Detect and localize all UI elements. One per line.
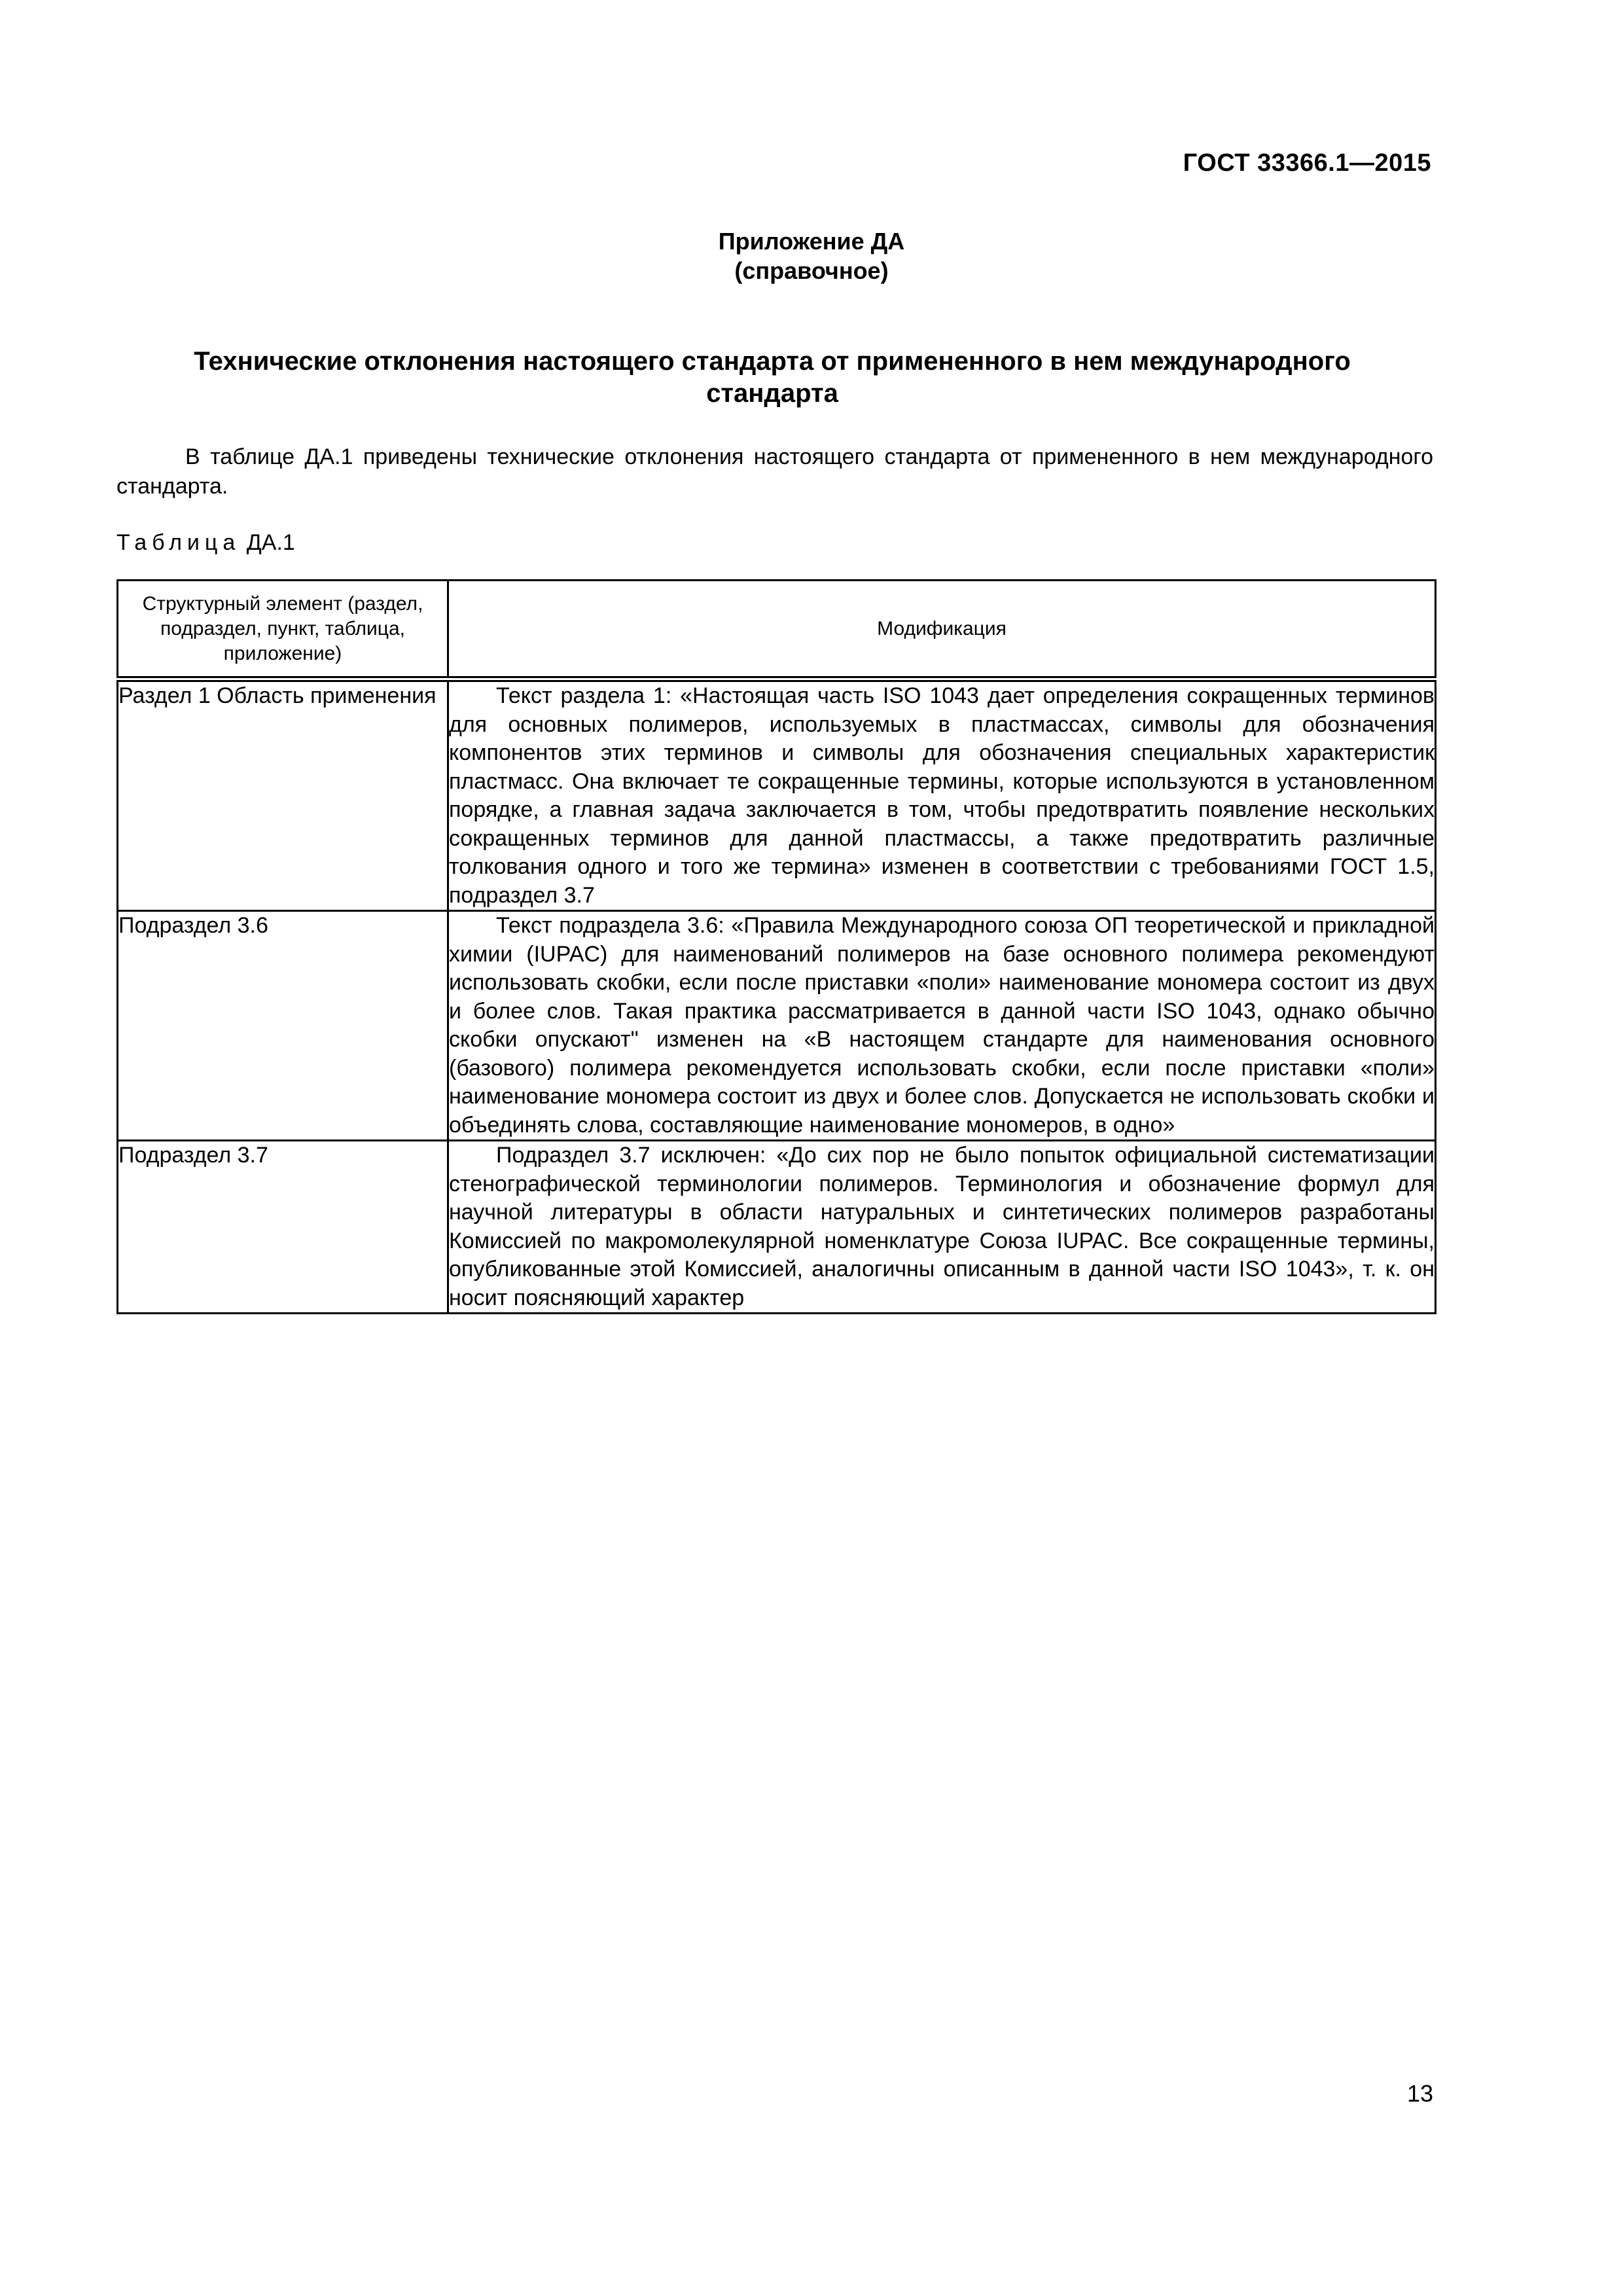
appendix-heading [0,226,1623,285]
page-number: 13 [1406,2080,1433,2107]
table-row [118,679,1436,911]
header-modification: Модификация [448,581,1436,679]
document-number: ГОСТ 33366.1—2015 [1183,149,1431,177]
table-caption [116,530,295,556]
table-row [118,1141,1436,1314]
header-structural-element: Структурный элемент (раздел, подраздел, пункт, таблица, приложение) [118,581,448,679]
intro-paragraph: В таблице ДА.1 приведены технические отклонения настоящего стандарта от примененного в нем международного стандарта. [116,444,1433,499]
main-title: Технические отклонения настоящего стандарта от примененного в нем международного стандарта [194,347,1351,408]
row-modification-cell: Текст раздела 1: «Настоящая часть ISO 1043 дает определения сокращенных терминов для основных полимеров, используемых в пластмассах, символы для обозначения компонентов этих терминов и символы для обозначения специальных характеристик пластмасс. Она включает те сокращенные термины, которые используются в установленном порядке, а главная задача заключается в том, чтобы предотвратить появление нескольких сокращенных терминов для данной пластмассы, а также предотвратить различные толкования одного и того же термина» изменен в соответствии с требованиями ГОСТ 1.5, подраздел 3.7 [448,679,1436,911]
row-element-cell: Подраздел 3.7 [118,1141,448,1314]
table-caption-word: Таблица [116,530,241,555]
table-caption-number: ДА.1 [246,530,295,555]
deviations-table [116,579,1436,1314]
table-header-row [118,581,1436,679]
row-element-cell: Подраздел 3.6 [118,911,448,1141]
row-modification-cell: Текст подраздела 3.6: «Правила Международного союза ОП теоретической и прикладной химии (IUPAC) для наименований полимеров на базе основного полимера рекомендуют использовать скобки, если после приставки «поли» наименование мономера состоит из двух и более слов. Такая практика рассматривается в данной части ISO 1043, однако обычно скобки опускают" изменен на «В настоящем стандарте для наименования основного (базового) полимера рекомендуется использовать скобки, если после приставки «поли» наименование мономера состоит из двух и более слов. Допускается не использовать скобки и объединять слова, составляющие наименование мономеров, в одно» [448,911,1436,1141]
appendix-subtitle: (справочное) [734,257,889,284]
row-modification-cell: Подраздел 3.7 исключен: «До сих пор не было попыток официальной систематизации стенографической терминологии полимеров. Терминология и обозначение формул для научной литературы в области натуральных и синтетических полимеров разработаны Комиссией по макромолекулярной номенклатуре Союза IUPAC. Все сокращенные термины, опубликованные этой Комиссией, аналогичны описанным в данной части ISO 1043», т. к. он носит поясняющий характер [448,1141,1436,1314]
appendix-title: Приложение ДА [718,228,905,255]
row-element-cell: Раздел 1 Область применения [118,679,448,911]
table-row [118,911,1436,1141]
